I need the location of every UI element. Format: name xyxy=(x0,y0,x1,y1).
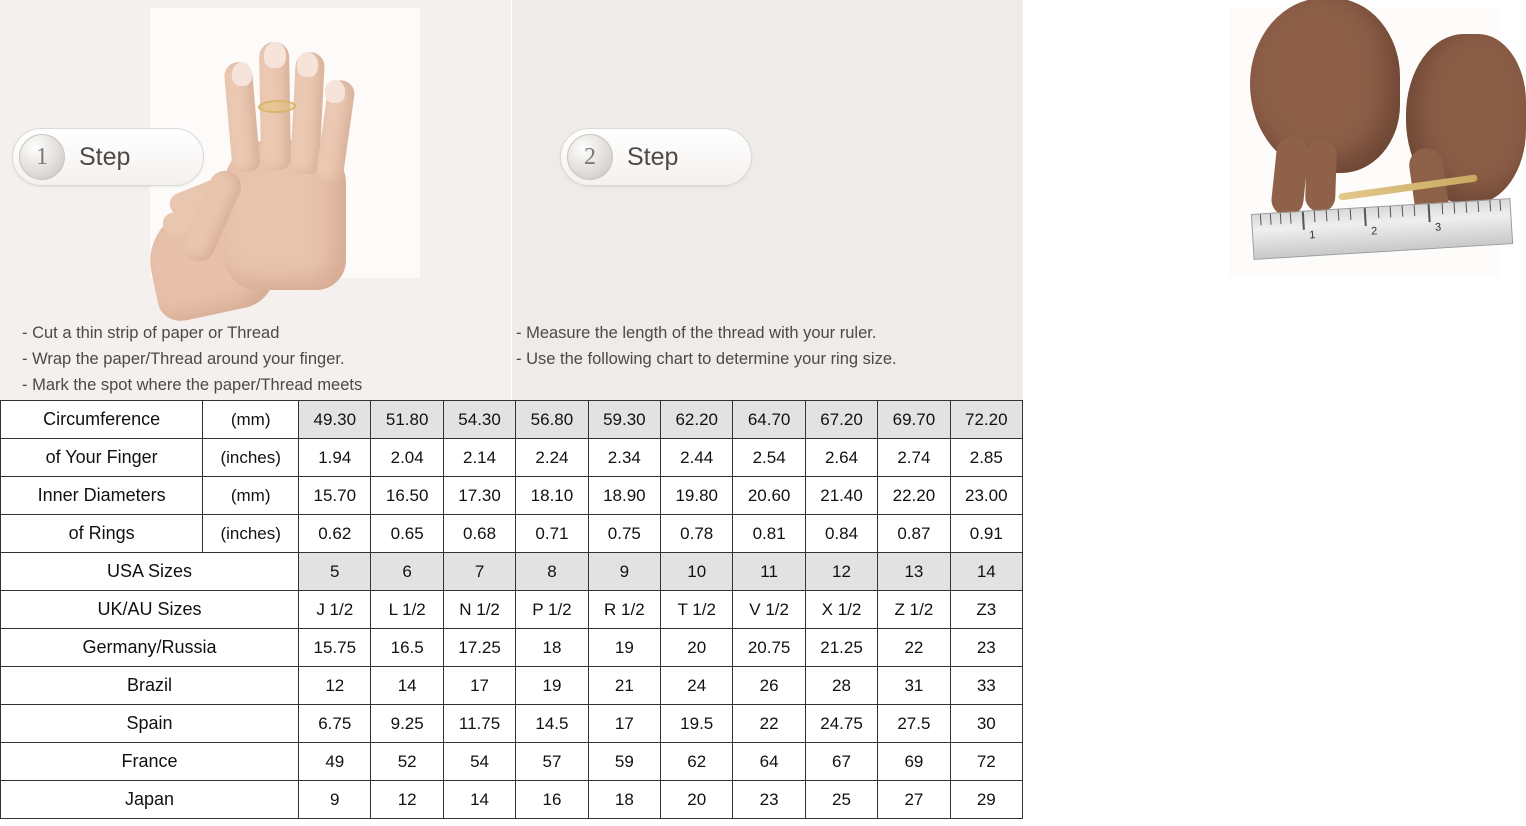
cell: 67 xyxy=(805,743,877,781)
cell: 23 xyxy=(733,781,805,819)
cell: 0.75 xyxy=(588,515,660,553)
steps-section xyxy=(0,0,1442,400)
ruler-number-3: 3 xyxy=(1434,221,1442,234)
cell: 20 xyxy=(661,781,733,819)
cell: 49 xyxy=(299,743,371,781)
cell: 16.50 xyxy=(371,477,443,515)
table-row xyxy=(1,705,1023,743)
row-label-usa-sizes: USA Sizes xyxy=(1,553,299,591)
table-row xyxy=(1,477,1023,515)
cell: 22.20 xyxy=(878,477,950,515)
cell: 21.25 xyxy=(805,629,877,667)
cell: 2.74 xyxy=(878,439,950,477)
cell: 19.80 xyxy=(661,477,733,515)
cell: 12 xyxy=(371,781,443,819)
cell: T 1/2 xyxy=(661,591,733,629)
cell: 15.70 xyxy=(299,477,371,515)
cell: 56.80 xyxy=(516,401,588,439)
cell: 33 xyxy=(950,667,1022,705)
cell: 14 xyxy=(950,553,1022,591)
cell: 0.71 xyxy=(516,515,588,553)
step-1-bullet-2: - Wrap the paper/Thread around your finger. xyxy=(22,350,345,368)
cell: 64.70 xyxy=(733,401,805,439)
table-row xyxy=(1,591,1023,629)
cell: 14 xyxy=(371,667,443,705)
cell: R 1/2 xyxy=(588,591,660,629)
unit-circumference-mm: (mm) xyxy=(203,401,299,439)
cell: L 1/2 xyxy=(371,591,443,629)
ruler-number-1: 1 xyxy=(1308,229,1316,242)
cell: 15.75 xyxy=(299,629,371,667)
cell: 16.5 xyxy=(371,629,443,667)
cell: 64 xyxy=(733,743,805,781)
table-row xyxy=(1,401,1023,439)
cell: 24 xyxy=(661,667,733,705)
cell: 22 xyxy=(878,629,950,667)
cell: 14 xyxy=(443,781,515,819)
cell: 20 xyxy=(661,629,733,667)
cell: 54 xyxy=(443,743,515,781)
unit-diameter-mm: (mm) xyxy=(203,477,299,515)
cell: 30 xyxy=(950,705,1022,743)
step-2-bullet-1: - Measure the length of the thread with your ruler. xyxy=(516,324,877,342)
table-row xyxy=(1,439,1023,477)
ring-size-table xyxy=(0,400,1023,819)
cell: 2.24 xyxy=(516,439,588,477)
step-2-bullet-2: - Use the following chart to determine your ring size. xyxy=(516,350,897,368)
cell: 2.85 xyxy=(950,439,1022,477)
cell: 54.30 xyxy=(443,401,515,439)
cell: 13 xyxy=(878,553,950,591)
cell: 0.91 xyxy=(950,515,1022,553)
step-2-number: 2 xyxy=(567,134,613,180)
cell: 62.20 xyxy=(661,401,733,439)
row-label-diameter-2: of Rings xyxy=(1,515,203,553)
step-1-instructions xyxy=(22,320,492,398)
cell: P 1/2 xyxy=(516,591,588,629)
step-1-label: Step xyxy=(79,142,131,171)
cell: 24.75 xyxy=(805,705,877,743)
row-label-circumference-2: of Your Finger xyxy=(1,439,203,477)
cell: 69 xyxy=(878,743,950,781)
cell: 19.5 xyxy=(661,705,733,743)
cell: 25 xyxy=(805,781,877,819)
step-2-instructions xyxy=(516,320,1016,372)
cell: 69.70 xyxy=(878,401,950,439)
cell: 18.90 xyxy=(588,477,660,515)
cell: N 1/2 xyxy=(443,591,515,629)
cell: 2.04 xyxy=(371,439,443,477)
cell: 67.20 xyxy=(805,401,877,439)
step-1-badge xyxy=(12,128,204,186)
unit-circumference-inches: (inches) xyxy=(203,439,299,477)
cell: 26 xyxy=(733,667,805,705)
cell: 0.62 xyxy=(299,515,371,553)
cell: 8 xyxy=(516,553,588,591)
cell: 2.54 xyxy=(733,439,805,477)
step-1-bullet-3: - Mark the spot where the paper/Thread meets xyxy=(22,376,363,394)
cell: 59.30 xyxy=(588,401,660,439)
cell: 0.68 xyxy=(443,515,515,553)
row-label-brazil: Brazil xyxy=(1,667,299,705)
cell: 12 xyxy=(805,553,877,591)
step-1-number: 1 xyxy=(19,134,65,180)
cell: 6 xyxy=(371,553,443,591)
cell: 17 xyxy=(588,705,660,743)
cell: 5 xyxy=(299,553,371,591)
cell: Z 1/2 xyxy=(878,591,950,629)
cell: 21 xyxy=(588,667,660,705)
cell: 9 xyxy=(588,553,660,591)
cell: 17 xyxy=(443,667,515,705)
step-1-bullet-1: - Cut a thin strip of paper or Thread xyxy=(22,324,280,342)
cell: 16 xyxy=(516,781,588,819)
cell: 17.30 xyxy=(443,477,515,515)
cell: 27.5 xyxy=(878,705,950,743)
cell: 23 xyxy=(950,629,1022,667)
row-label-diameter-1: Inner Diameters xyxy=(1,477,203,515)
ruler-number-2: 2 xyxy=(1370,225,1378,238)
cell: 18 xyxy=(516,629,588,667)
cell: 29 xyxy=(950,781,1022,819)
cell: 9 xyxy=(299,781,371,819)
step-2-badge xyxy=(560,128,752,186)
cell: 28 xyxy=(805,667,877,705)
cell: 9.25 xyxy=(371,705,443,743)
unit-diameter-inches: (inches) xyxy=(203,515,299,553)
cell: 72 xyxy=(950,743,1022,781)
cell: 11.75 xyxy=(443,705,515,743)
cell: J 1/2 xyxy=(299,591,371,629)
cell: 0.84 xyxy=(805,515,877,553)
table-row xyxy=(1,553,1023,591)
table-row xyxy=(1,743,1023,781)
step-2-label: Step xyxy=(627,142,679,171)
cell: 0.87 xyxy=(878,515,950,553)
cell: 27 xyxy=(878,781,950,819)
cell: 19 xyxy=(516,667,588,705)
cell: 20.60 xyxy=(733,477,805,515)
cell: 2.14 xyxy=(443,439,515,477)
cell: 0.81 xyxy=(733,515,805,553)
cell: 31 xyxy=(878,667,950,705)
thread-on-ruler-photo xyxy=(1230,8,1500,278)
table-row xyxy=(1,515,1023,553)
cell: 10 xyxy=(661,553,733,591)
cell: 72.20 xyxy=(950,401,1022,439)
table-row xyxy=(1,781,1023,819)
cell: 2.64 xyxy=(805,439,877,477)
row-label-spain: Spain xyxy=(1,705,299,743)
cell: 6.75 xyxy=(299,705,371,743)
cell: 57 xyxy=(516,743,588,781)
cell: 52 xyxy=(371,743,443,781)
cell: 18 xyxy=(588,781,660,819)
cell: 0.78 xyxy=(661,515,733,553)
cell: Z3 xyxy=(950,591,1022,629)
cell: 62 xyxy=(661,743,733,781)
cell: 18.10 xyxy=(516,477,588,515)
row-label-germany-russia: Germany/Russia xyxy=(1,629,299,667)
cell: 22 xyxy=(733,705,805,743)
cell: V 1/2 xyxy=(733,591,805,629)
row-label-circumference-1: Circumference xyxy=(1,401,203,439)
table-row xyxy=(1,667,1023,705)
cell: 14.5 xyxy=(516,705,588,743)
cell: 20.75 xyxy=(733,629,805,667)
cell: 7 xyxy=(443,553,515,591)
cell: 17.25 xyxy=(443,629,515,667)
cell: 49.30 xyxy=(299,401,371,439)
cell: 23.00 xyxy=(950,477,1022,515)
cell: 2.34 xyxy=(588,439,660,477)
cell: 59 xyxy=(588,743,660,781)
cell: X 1/2 xyxy=(805,591,877,629)
row-label-france: France xyxy=(1,743,299,781)
cell: 2.44 xyxy=(661,439,733,477)
cell: 12 xyxy=(299,667,371,705)
table-row xyxy=(1,629,1023,667)
cell: 0.65 xyxy=(371,515,443,553)
cell: 21.40 xyxy=(805,477,877,515)
cell: 1.94 xyxy=(299,439,371,477)
cell: 11 xyxy=(733,553,805,591)
cell: 19 xyxy=(588,629,660,667)
row-label-japan: Japan xyxy=(1,781,299,819)
cell: 51.80 xyxy=(371,401,443,439)
row-label-uk-au-sizes: UK/AU Sizes xyxy=(1,591,299,629)
